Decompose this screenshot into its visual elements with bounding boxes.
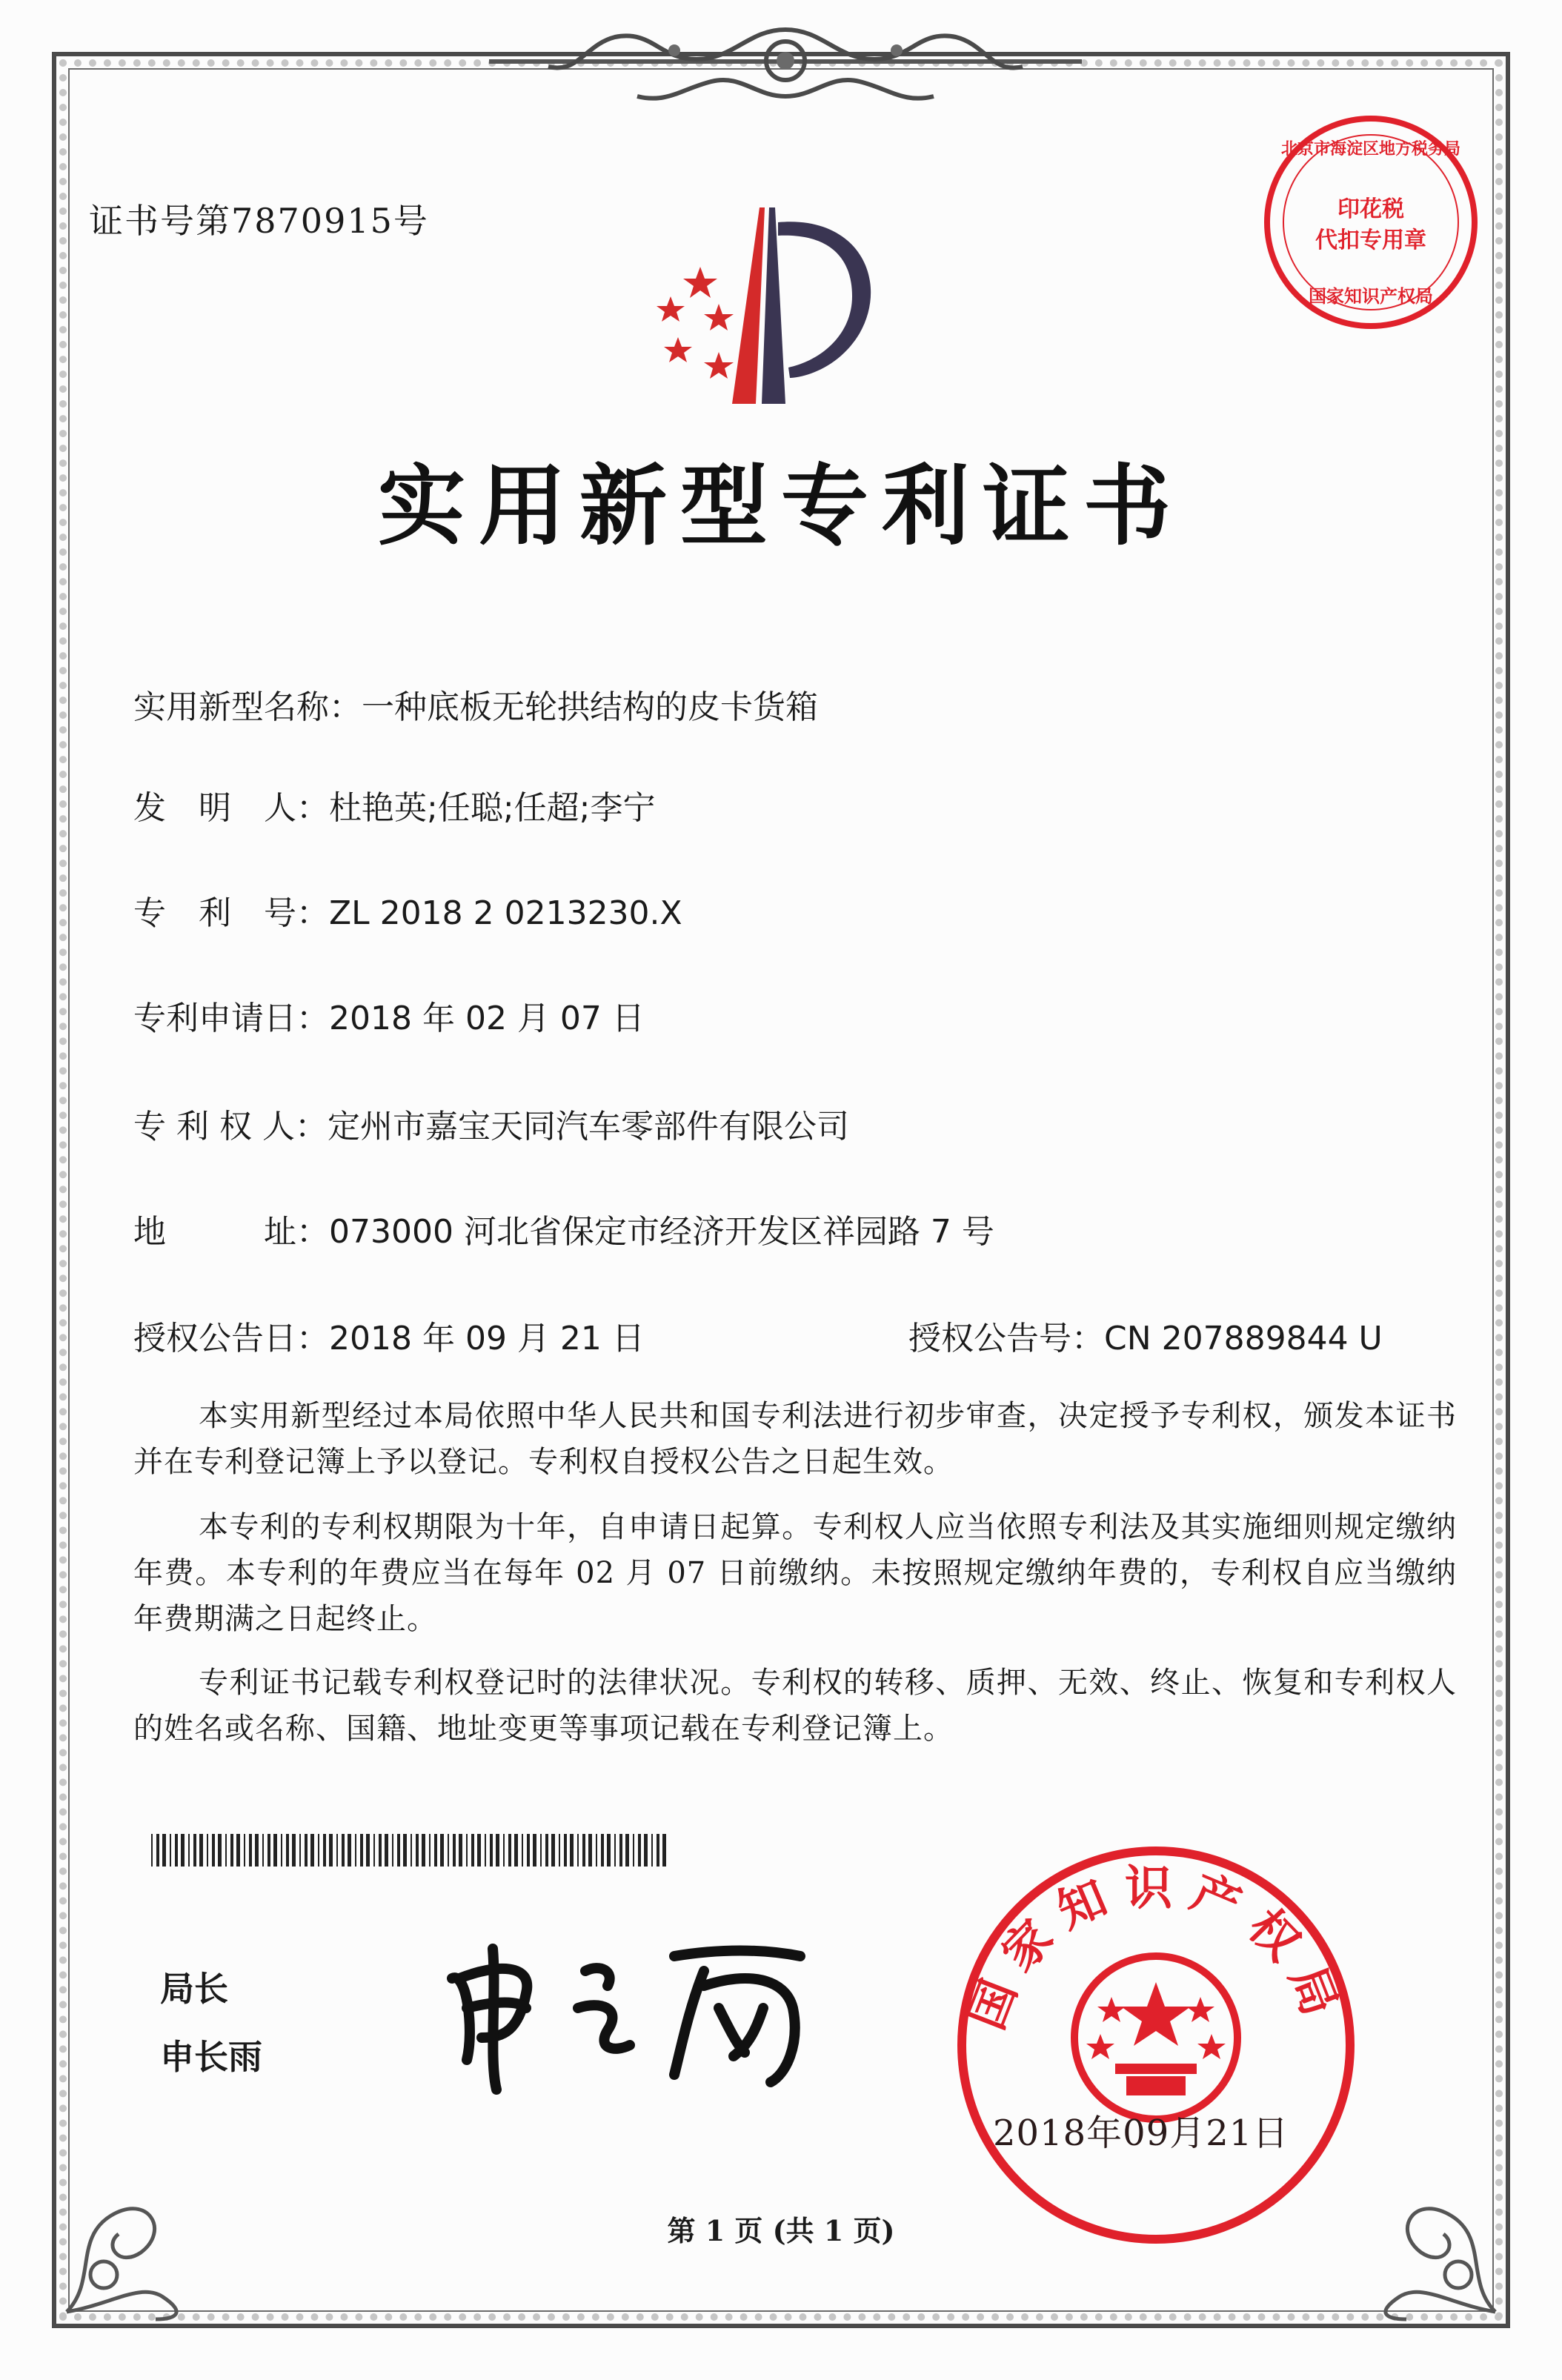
field-label: 专 利 号：: [133, 894, 329, 932]
barcode-bar: [212, 1834, 215, 1867]
barcode-bar: [373, 1834, 375, 1867]
barcode-bar: [508, 1834, 511, 1867]
barcode-bar: [286, 1834, 289, 1867]
page-number: 第 1 页 (共 1 页): [667, 2214, 895, 2247]
barcode-bar: [503, 1834, 505, 1867]
barcode-bar: [545, 1834, 548, 1867]
barcode-bar: [485, 1834, 486, 1867]
field-label: 实用新型名称：: [133, 688, 362, 726]
barcode-bar: [342, 1834, 345, 1867]
barcode-bar: [466, 1834, 468, 1867]
field-label: 授权公告号：: [908, 1320, 1104, 1357]
barcode-bar: [577, 1834, 579, 1867]
field-value: 2018 年 09 月 21 日: [329, 1320, 645, 1357]
barcode-bar: [540, 1834, 542, 1867]
field-value: 2018 年 02 月 07 日: [329, 1000, 645, 1037]
paragraph-term: 本专利的专利权期限为十年，自申请日起算。专利权人应当依照专利法及其实施细则规定缴纳年费。本专利的年费应当在每年 02 月 07 日前缴纳。未按照规定缴纳年费的，专利权自应当缴纳年费期满之日起终止。: [133, 1510, 1457, 1636]
barcode-bar: [607, 1834, 611, 1867]
top-ornament-icon: [489, 15, 1082, 119]
barcode-bar: [416, 1834, 419, 1867]
barcode-bar: [379, 1834, 382, 1867]
field-grant-announcement-number: [908, 1312, 1383, 1359]
barcode-bar: [411, 1834, 412, 1867]
barcode-bar: [403, 1834, 407, 1867]
barcode-bar: [230, 1834, 233, 1867]
field-application-date: [133, 991, 645, 1039]
field-value: CN 207889844 U: [1104, 1320, 1383, 1357]
field-value: 杜艳英;任聪;任超;李宁: [329, 789, 656, 827]
barcode-bar: [559, 1834, 560, 1867]
barcode-bar: [151, 1834, 153, 1867]
barcode-bar: [651, 1834, 653, 1867]
barcode-bar: [162, 1834, 166, 1867]
barcode-bar: [496, 1834, 499, 1867]
barcode-bar: [638, 1834, 641, 1867]
barcode-bar: [273, 1834, 277, 1867]
barcode-bar: [244, 1834, 245, 1867]
barcode-bar: [522, 1834, 523, 1867]
barcode-bar: [281, 1834, 282, 1867]
field-label: 地 址：: [133, 1213, 329, 1251]
director-name: 申长雨: [160, 2037, 262, 2077]
tax-stamp-seal: [1260, 111, 1482, 333]
barcode-bar: [625, 1834, 629, 1867]
barcode-bar: [299, 1834, 301, 1867]
svg-text:国家知识产权局: 国家知识产权局: [1309, 286, 1433, 307]
barcode-bar: [255, 1834, 259, 1867]
field-patent-number: [133, 886, 682, 934]
paragraph-examination: 本实用新型经过本局依照中华人民共和国专利法进行初步审查，决定授予专利权，颁发本证书并在专利登记簿上予以登记。专利权自授权公告之日起生效。: [133, 1399, 1457, 1479]
field-grant-announcement-date: [133, 1312, 645, 1359]
barcode-bar: [614, 1834, 616, 1867]
certificate-number: 证书号第7870915号: [89, 201, 429, 241]
barcode-bar: [385, 1834, 388, 1867]
svg-text:代扣专用章: 代扣专用章: [1315, 227, 1426, 253]
barcode-bar: [662, 1834, 666, 1867]
field-value: ZL 2018 2 0213230.X: [329, 894, 682, 932]
barcode-bar: [453, 1834, 456, 1867]
field-label: 专利申请日：: [133, 1000, 329, 1037]
barcode-bar: [619, 1834, 622, 1867]
barcode-bar: [514, 1834, 518, 1867]
barcode-bar: [267, 1834, 270, 1867]
barcode-bar: [657, 1834, 659, 1867]
paragraph-legal-status: 专利证书记载专利权登记时的法律状况。专利权的转移、质押、无效、终止、恢复和专利权人的姓名或名称、国籍、地址变更等事项记载在专利登记簿上。: [133, 1666, 1457, 1746]
barcode-bar: [318, 1834, 319, 1867]
barcode-bar: [193, 1834, 196, 1867]
barcode-bar: [360, 1834, 363, 1867]
field-label: 专 利 权 人：: [133, 1108, 328, 1146]
barcode-bar: [582, 1834, 585, 1867]
barcode-bar: [570, 1834, 574, 1867]
field-value: 073000 河北省保定市经济开发区祥园路 7 号: [329, 1213, 994, 1251]
svg-text:印花税: 印花税: [1337, 196, 1404, 222]
barcode-bar: [207, 1834, 208, 1867]
barcode-bar: [422, 1834, 425, 1867]
director-signature: [437, 1927, 822, 2097]
certificate-title: 实用新型专利证书: [377, 455, 1184, 557]
barcode-bar: [329, 1834, 333, 1867]
barcode-bar: [225, 1834, 227, 1867]
barcode-bar: [644, 1834, 648, 1867]
barcode-bar: [397, 1834, 400, 1867]
barcode-bar: [434, 1834, 437, 1867]
barcode-bar: [588, 1834, 592, 1867]
field-label: 发 明 人：: [133, 789, 329, 827]
field-utility-model-name: [133, 680, 818, 728]
barcode-bar: [310, 1834, 314, 1867]
barcode-bar: [471, 1834, 474, 1867]
field-inventors: [133, 781, 655, 828]
barcode-bar: [249, 1834, 252, 1867]
barcode-bar: [188, 1834, 190, 1867]
barcode-bar: [336, 1834, 338, 1867]
barcode-bar: [170, 1834, 171, 1867]
national-ip-administration-seal: [948, 1838, 1363, 2253]
barcode-bar: [527, 1834, 530, 1867]
barcode-bar: [490, 1834, 493, 1867]
director-title: 局长: [160, 1969, 228, 2009]
barcode-bar: [429, 1834, 431, 1867]
barcode-bar: [392, 1834, 393, 1867]
barcode-bar: [181, 1834, 185, 1867]
barcode: [151, 1834, 670, 1867]
svg-text:国家知识产权局: 国家知识产权局: [959, 1861, 1353, 2037]
barcode-bar: [596, 1834, 597, 1867]
barcode-bar: [348, 1834, 351, 1867]
patent-office-logo-icon: [637, 193, 919, 415]
seal-date: 2018年09月21日: [993, 2113, 1289, 2154]
barcode-bar: [218, 1834, 222, 1867]
barcode-bar: [633, 1834, 634, 1867]
barcode-bar: [448, 1834, 449, 1867]
svg-text:北京市海淀区地方税务局: 北京市海淀区地方税务局: [1280, 140, 1461, 159]
barcode-bar: [199, 1834, 203, 1867]
barcode-bar: [355, 1834, 356, 1867]
barcode-bar: [262, 1834, 264, 1867]
barcode-bar: [459, 1834, 462, 1867]
barcode-bar: [601, 1834, 604, 1867]
barcode-bar: [440, 1834, 444, 1867]
barcode-bar: [305, 1834, 308, 1867]
barcode-bar: [236, 1834, 240, 1867]
field-value: 一种底板无轮拱结构的皮卡货箱: [362, 688, 818, 726]
barcode-bar: [533, 1834, 536, 1867]
barcode-bar: [564, 1834, 567, 1867]
barcode-bar: [366, 1834, 370, 1867]
barcode-bar: [551, 1834, 555, 1867]
field-value: 定州市嘉宝天同汽车零部件有限公司: [327, 1108, 849, 1146]
barcode-bar: [323, 1834, 326, 1867]
barcode-bar: [175, 1834, 178, 1867]
barcode-bar: [292, 1834, 296, 1867]
barcode-bar: [156, 1834, 159, 1867]
field-label: 授权公告日：: [133, 1320, 329, 1357]
barcode-bar: [477, 1834, 481, 1867]
field-patentee: [133, 1100, 849, 1147]
field-address: [133, 1205, 994, 1252]
